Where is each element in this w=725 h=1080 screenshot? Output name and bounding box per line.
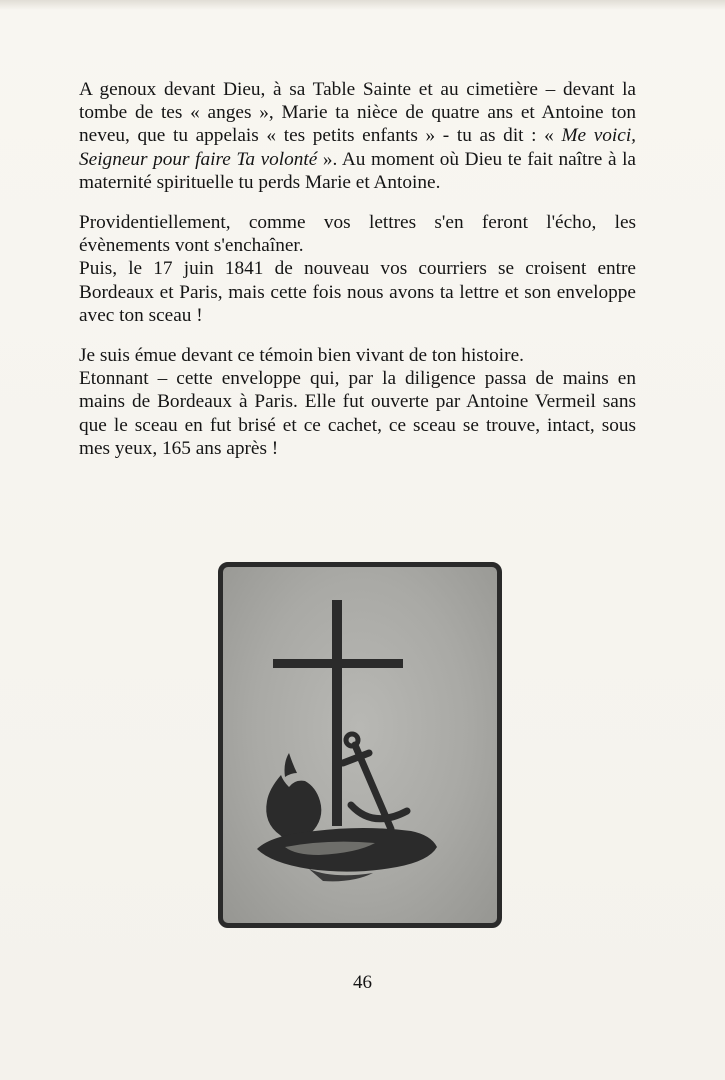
- paragraph-5: Etonnant – cette enveloppe qui, par la diligence passa de mains en mains de Bordeaux à Paris. Elle fut ouverte par Antoine Vermeil sans que le sceau en fut brisé et ce cachet, ce sceau se trouve, intact, sous mes yeux, 165 ans après !: [79, 368, 636, 459]
- anchor-icon: [343, 734, 407, 829]
- page-number: 46: [353, 972, 372, 993]
- boat-icon: [257, 828, 437, 881]
- paragraph-3: Puis, le 17 juin 1841 de nouveau vos courriers se croisent entre Bordeaux et Paris, mais cette fois nous avons ta lettre et son enveloppe avec ton sceau !: [79, 258, 636, 326]
- paragraph-1-text: A genoux devant Dieu, à sa Table Sainte et au cimetière – devant la tombe de tes « anges », Marie ta nièce de quatre ans et Antoine ton neveu, que tu appelais « tes petits enfants » - tu as dit : «: [79, 79, 636, 147]
- page-edge-shadow: [0, 0, 725, 10]
- paragraph-1-text-end: ». Au moment où Dieu te fait naître à la maternité spirituelle tu perds Marie et Antoine.: [79, 148, 636, 193]
- seal-photo: [218, 562, 502, 928]
- seal-image: [223, 567, 497, 923]
- paragraph-1: [79, 78, 636, 194]
- paragraph-2: Providentiellement, comme vos lettres s'en feront l'écho, les évènements vont s'enchaîner.: [79, 212, 636, 257]
- paragraph-4: Je suis émue devant ce témoin bien vivant de ton histoire.: [79, 345, 524, 367]
- paragraph-1-quote: Me voici, Seigneur pour faire Ta volonté: [79, 125, 637, 170]
- body-text: [79, 78, 636, 477]
